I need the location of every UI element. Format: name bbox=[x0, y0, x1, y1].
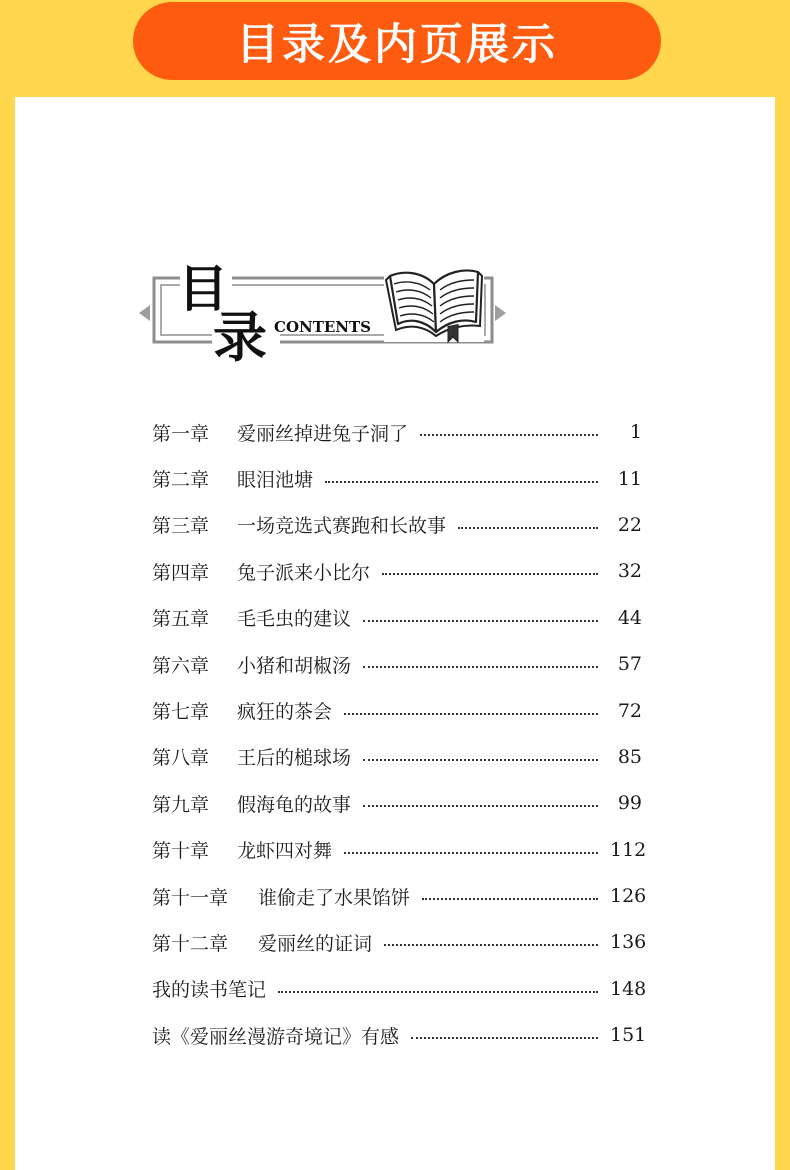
toc-chapter-number: 第六章 bbox=[152, 654, 210, 677]
toc-row bbox=[152, 409, 642, 455]
toc-page-number: 99 bbox=[617, 792, 642, 815]
toc-chapter-number: 第七章 bbox=[152, 701, 210, 724]
toc-dot-leader bbox=[458, 527, 598, 529]
toc-dot-leader bbox=[344, 713, 598, 715]
toc-page-number: 85 bbox=[617, 745, 642, 768]
toc-dot-leader bbox=[344, 852, 598, 854]
toc-row bbox=[152, 734, 642, 780]
open-book-icon bbox=[384, 266, 484, 342]
toc-page-number: 11 bbox=[617, 467, 642, 490]
heading-english: CONTENTS bbox=[274, 318, 372, 336]
table-of-contents bbox=[152, 409, 647, 1058]
toc-row bbox=[152, 455, 642, 501]
toc-row bbox=[152, 595, 642, 641]
toc-page-number: 22 bbox=[617, 513, 642, 536]
toc-dot-leader bbox=[363, 620, 598, 622]
toc-chapter-number: 第一章 bbox=[152, 422, 210, 445]
toc-chapter-title: 一场竞选式赛跑和长故事 bbox=[237, 515, 447, 538]
toc-dot-leader bbox=[382, 573, 598, 575]
toc-dot-leader bbox=[363, 805, 598, 807]
toc-chapter-number: 第八章 bbox=[152, 747, 210, 770]
toc-page-number: 1 bbox=[629, 421, 642, 444]
toc-chapter-title: 毛毛虫的建议 bbox=[237, 608, 352, 631]
toc-page-number: 148 bbox=[610, 977, 647, 1000]
toc-chapter-title: 疯狂的茶会 bbox=[237, 701, 333, 724]
toc-row bbox=[152, 548, 642, 594]
heading-char-mu: 目 bbox=[178, 260, 228, 318]
toc-chapter-title: 小猪和胡椒汤 bbox=[237, 654, 352, 677]
toc-chapter-number: 第三章 bbox=[152, 515, 210, 538]
toc-row bbox=[152, 641, 642, 687]
toc-dot-leader bbox=[363, 759, 598, 761]
toc-dot-leader bbox=[420, 434, 598, 436]
toc-row bbox=[152, 873, 647, 919]
toc-row bbox=[152, 966, 647, 1012]
toc-page-number: 151 bbox=[610, 1024, 647, 1047]
toc-row bbox=[152, 1012, 647, 1058]
banner-title: 目录及内页展示 bbox=[236, 19, 558, 70]
left-arrow-icon bbox=[139, 305, 150, 321]
toc-dot-leader bbox=[384, 944, 598, 946]
right-arrow-icon bbox=[495, 305, 506, 321]
toc-row bbox=[152, 502, 642, 548]
toc-dot-leader bbox=[411, 1037, 598, 1039]
toc-dot-leader bbox=[363, 666, 598, 668]
toc-dot-leader bbox=[278, 991, 598, 993]
toc-chapter-title: 眼泪池塘 bbox=[237, 469, 314, 492]
toc-chapter-number: 第五章 bbox=[152, 608, 210, 631]
toc-chapter-title: 我的读书笔记 bbox=[152, 979, 267, 1002]
heading-char-lu: 录 bbox=[213, 306, 267, 369]
toc-row bbox=[152, 687, 642, 733]
toc-chapter-title: 假海龟的故事 bbox=[237, 793, 352, 816]
title-banner bbox=[133, 2, 661, 80]
toc-chapter-title: 爱丽丝掉进兔子洞了 bbox=[237, 422, 409, 445]
toc-chapter-title: 谁偷走了水果馅饼 bbox=[258, 886, 411, 909]
toc-chapter-title: 爱丽丝的证词 bbox=[258, 932, 373, 955]
toc-dot-leader bbox=[325, 481, 598, 483]
toc-row bbox=[152, 919, 647, 965]
toc-chapter-title: 王后的槌球场 bbox=[237, 747, 352, 770]
toc-page-number: 112 bbox=[610, 838, 647, 861]
contents-heading bbox=[136, 240, 516, 370]
toc-chapter-number: 第十二章 bbox=[152, 932, 229, 955]
toc-chapter-number: 第九章 bbox=[152, 793, 210, 816]
toc-chapter-number: 第十章 bbox=[152, 840, 210, 863]
toc-page-number: 136 bbox=[610, 931, 647, 954]
toc-page-number: 44 bbox=[617, 606, 642, 629]
toc-page-number: 32 bbox=[617, 560, 642, 583]
toc-chapter-title: 龙虾四对舞 bbox=[237, 840, 333, 863]
toc-chapter-number: 第四章 bbox=[152, 561, 210, 584]
toc-row bbox=[152, 780, 642, 826]
toc-chapter-title: 兔子派来小比尔 bbox=[237, 561, 371, 584]
toc-page-number: 126 bbox=[610, 885, 647, 908]
toc-chapter-number: 第十一章 bbox=[152, 886, 229, 909]
toc-row bbox=[152, 827, 647, 873]
toc-chapter-number: 第二章 bbox=[152, 469, 210, 492]
toc-chapter-title: 读《爱丽丝漫游奇境记》有感 bbox=[152, 1025, 400, 1048]
toc-page-number: 72 bbox=[617, 699, 642, 722]
toc-dot-leader bbox=[422, 898, 598, 900]
toc-page-number: 57 bbox=[617, 653, 642, 676]
